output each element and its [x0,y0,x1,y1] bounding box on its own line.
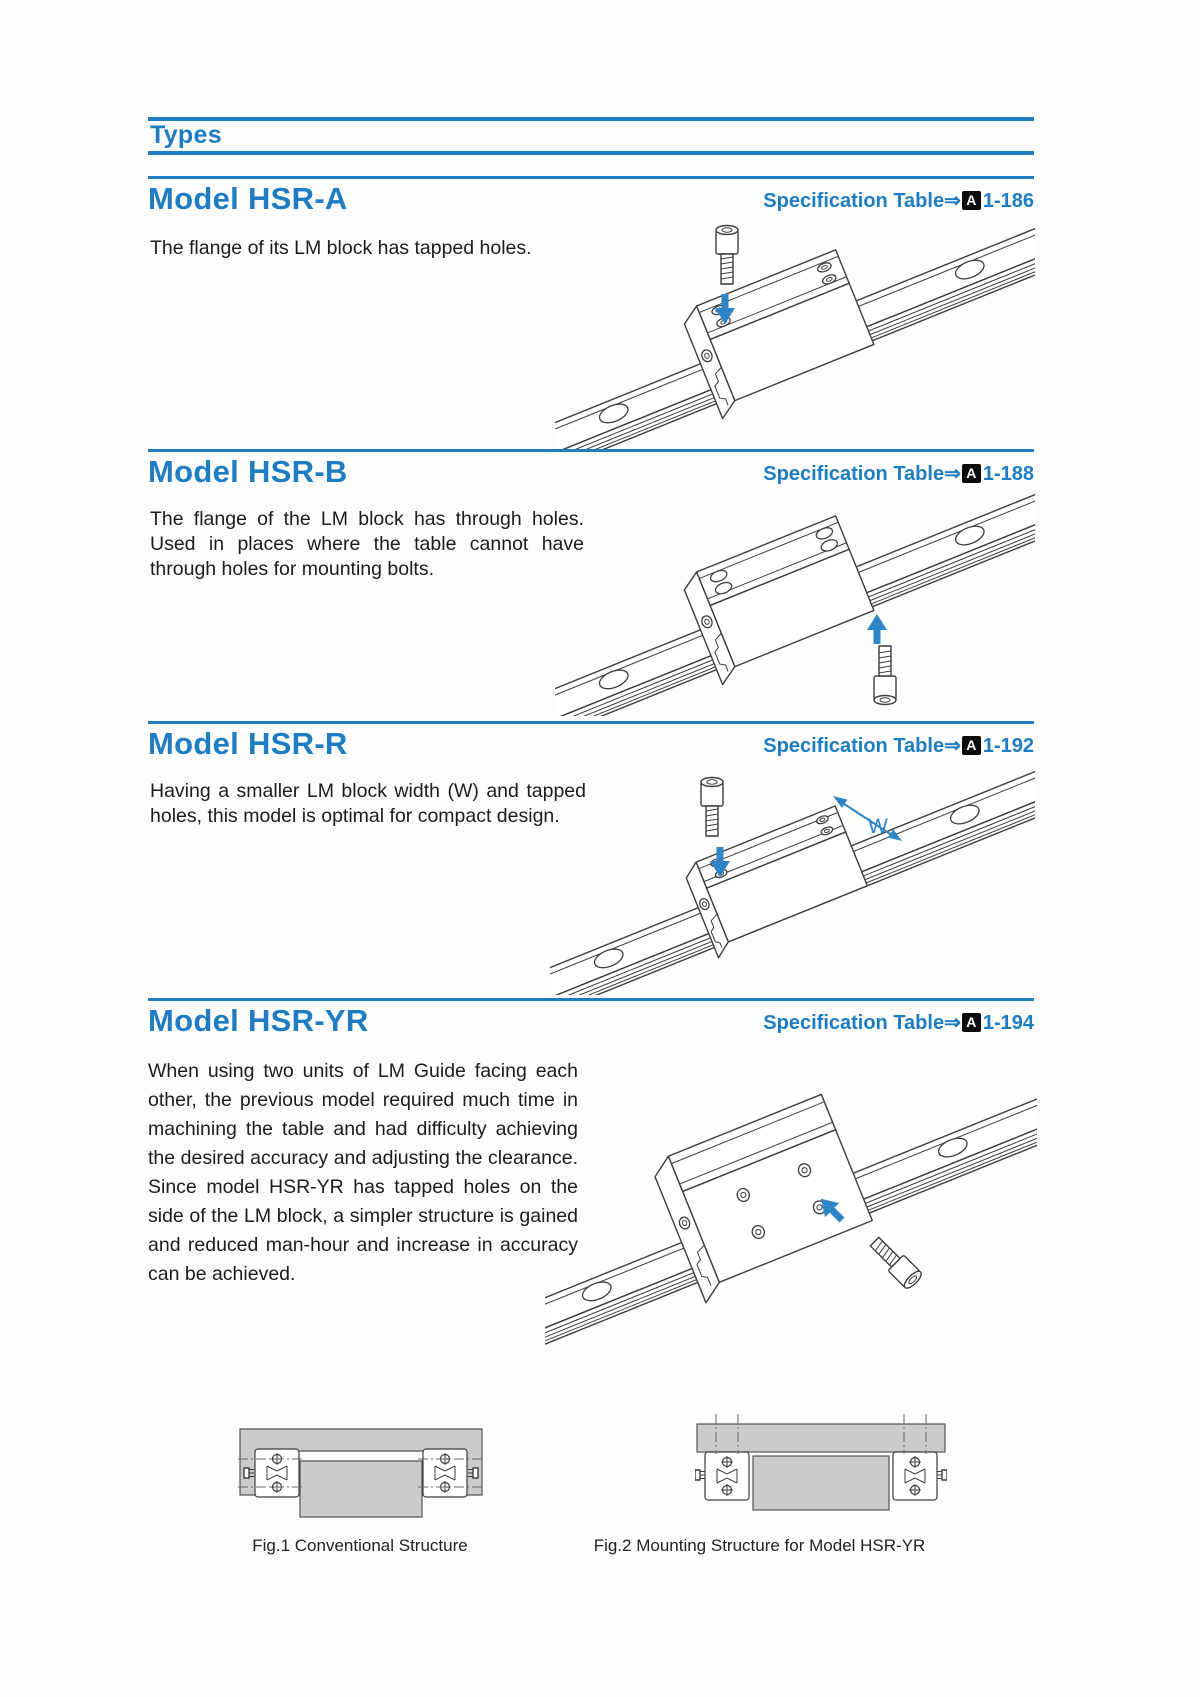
rail-and-block [555,198,1035,450]
fig2-caption: Fig.2 Mounting Structure for Model HSR-YR [593,1536,926,1555]
model-title-hsr-r: Model HSR-R [148,726,348,761]
spec-page-number: 1-194 [982,1012,1034,1034]
spec-page-number: 1-192 [982,735,1034,757]
width-label: W [868,815,888,838]
hsr-yr-illustration [545,1022,1037,1347]
types-band [148,117,1034,155]
description-hsr-b: The flange of the LM block has through holes. Used in places where the table cannot have through holes for mounting bolts. [150,507,584,580]
arrow-glyph: ⇒ [944,1012,961,1034]
model-title-hsr-b: Model HSR-B [148,454,348,489]
description-hsr-a: The flange of its LM block has tapped holes. [150,236,532,259]
fig1-conventional-structure-drawing [236,1421,486,1523]
rail-and-block [555,470,1035,716]
spec-page-number: 1-186 [982,190,1034,212]
rail-and-block [545,1022,1037,1347]
up-arrow-icon [867,614,887,644]
a-badge: A [962,464,981,483]
fig2-hsr-yr-mounting-drawing [695,1412,947,1514]
spec-table-ref-hsr-r: Specification Table⇒ A 1-192 [763,735,1034,757]
a-badge: A [962,736,981,755]
cap-screw-icon [716,226,738,285]
spec-table-ref-hsr-b: Specification Table⇒ A 1-188 [763,463,1034,485]
a-badge: A [962,1013,981,1032]
description-hsr-yr: When using two units of LM Guide facing each other, the previous model required much time in machining the table and had difficulty achieving the desired accuracy and adjusting the clearance. Since model HSR-YR has tapped holes on the side of the LM block, a simpler structure is gained and reduced man-hour and increase in accuracy can be achieved. [148,1059,578,1285]
hsr-r-illustration [550,745,1035,995]
cap-screw-icon [867,1234,924,1291]
page-title: Types [150,121,222,149]
hsr-a-illustration [555,198,1035,450]
spec-table-ref-hsr-yr: Specification Table⇒ A 1-194 [763,1012,1034,1034]
arrow-glyph: ⇒ [944,463,961,485]
hsr-b-illustration [555,470,1035,716]
spec-table-ref-hsr-a: Specification Table⇒ A 1-186 [763,190,1034,212]
a-badge: A [962,191,981,210]
fig1-caption: Fig.1 Conventional Structure [252,1536,468,1555]
model-title-hsr-yr: Model HSR-YR [148,1003,369,1038]
model-title-hsr-a: Model HSR-A [148,181,348,216]
rail-and-block [550,745,1035,995]
arrow-glyph: ⇒ [944,735,961,757]
arrow-glyph: ⇒ [944,190,961,212]
cap-screw-icon [701,778,723,837]
spec-page-number: 1-188 [982,463,1034,485]
description-hsr-r: Having a smaller LM block width (W) and tapped holes, this model is optimal for compact design. [150,779,586,827]
cap-screw-icon [874,646,896,705]
